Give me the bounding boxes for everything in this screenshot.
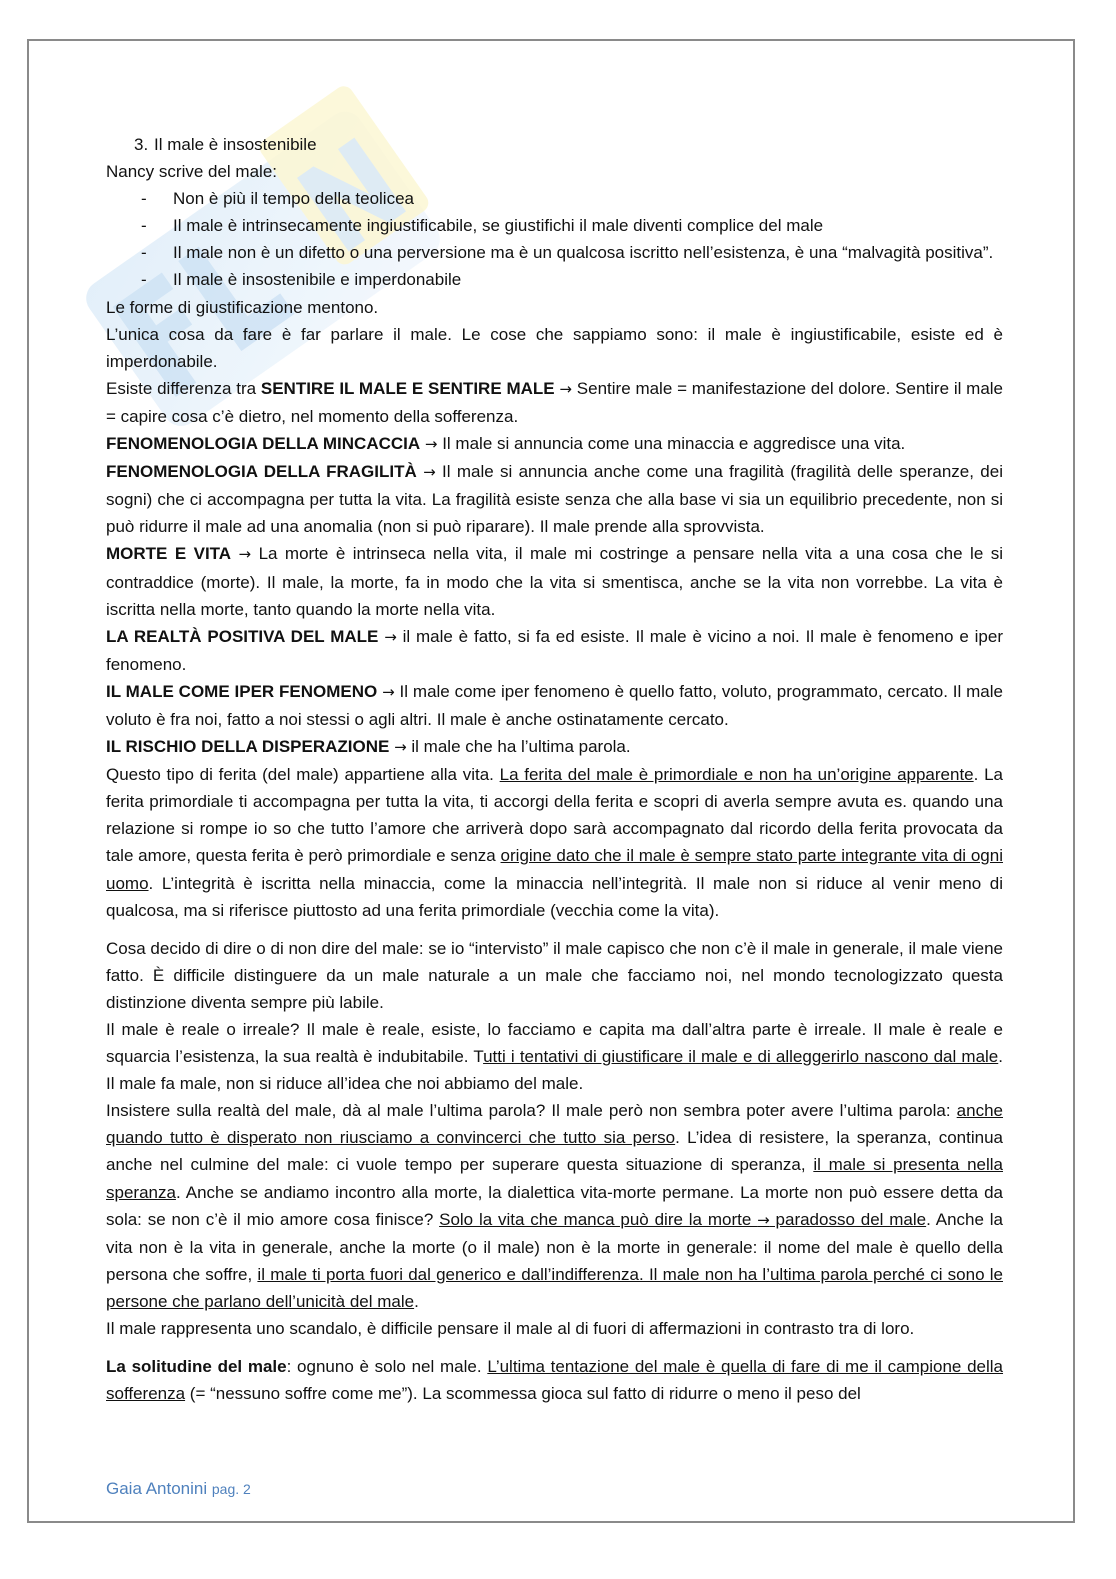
- paragraph: FENOMENOLOGIA DELLA MINCACCIA → Il male si annuncia come una minaccia e aggredisce una vita.: [106, 434, 906, 454]
- list-item: - Non è più il tempo della teolicea: [141, 189, 414, 209]
- arrow-right-icon: →: [382, 682, 395, 701]
- page-number: pag. 2: [211, 1481, 251, 1497]
- paragraph: Il male è reale o irreale? Il male è reale, esiste, lo facciamo e capita ma dall’altra parte è irreale. Il male è reale e squarcia l’esistenza, la sua realtà è indubitabile. Tutti i tentativi di giustificare il male e di alleggerirlo nascono dal male. Il male fa male, non si riduce all’idea che noi abbiamo del male.: [106, 1020, 1003, 1094]
- list-item: - Il male non è un difetto o una perversione ma è un qualcosa iscritto nell’esistenza, è una “malvagità positiva”.: [141, 243, 994, 263]
- paragraph: Esiste differenza tra SENTIRE IL MALE E SENTIRE MALE → Sentire male = manifestazione del dolore. Sentire il male = capire cosa c’è dietro, nel momento della sofferenza.: [106, 378, 1004, 426]
- author-name: Gaia Antonini: [106, 1479, 208, 1498]
- arrow-right-icon: →: [423, 463, 436, 482]
- section-heading: 3. Il male è insostenibile: [134, 135, 317, 154]
- arrow-right-icon: →: [238, 545, 252, 564]
- paragraph: Questo tipo di ferita (del male) appartiene alla vita. La ferita del male è primordiale e non ha un’origine apparente. La ferita primordiale ti accompagna per tutta la vita, ti accorgi della ferita e scopri di averla sempre avuta es. quando una relazione si rompe io so che tutto l’amore che arriverà dopo sarà accompagnato dal ricordo della ferita provocata da tale amore, questa ferita è però primordiale e senza origine dato che il male è sempre stato parte integrante vita di ogni uomo. L’integrità è iscritta nella minaccia, come la minaccia nell’integrità. Il male non si riduce al venir meno di qualcosa, ma si riferisce piuttosto ad una ferita primordiale (vecchia come la vita).: [106, 765, 1003, 920]
- arrow-right-icon: →: [384, 627, 397, 646]
- paragraph: LA REALTÀ POSITIVA DEL MALE → il male è fatto, si fa ed esiste. Il male è vicino a noi. Il male è fenomeno e iper fenomeno.: [106, 626, 1003, 674]
- paragraph: Cosa decido di dire o di non dire del male: se io “intervisto” il male capisco che non c’è il male in generale, il male viene fatto. È difficile distinguere da un male naturale a un male che facciamo noi, nel mondo tecnologizzato questa distinzione diventa sempre più labile.: [106, 938, 1003, 1012]
- paragraph: Insistere sulla realtà del male, dà al male l’ultima parola? Il male però non sembra poter avere l’ultima parola: anche quando tutto è disperato non riusciamo a convincerci che tutto sia perso. L’idea di resistere, la speranza, continua anche nel culmine del male: ci vuole tempo per superare questa situazione di speranza, il male si presenta nella speranza. Anche se andiamo incontro alla morte, la dialettica vita-morte permane. La morte non può essere detta da sola: se non c’è il mio amore cosa finisce? Solo la vita che manca può dire la morte → paradosso del male. Anche la vita non è la vita in generale, anche la morte (o il male) non è la morte in generale: il nome del male è quello della persona che soffre, il male ti porta fuori dal generico e dall’indifferenza. Il male non ha l’ultima parola perché ci sono le persone che parlano dell’unicità del male.: [106, 1101, 1004, 1311]
- page-footer: [106, 1479, 251, 1499]
- arrow-right-icon: →: [394, 738, 407, 757]
- arrow-right-icon: →: [757, 1210, 770, 1229]
- paragraph: FENOMENOLOGIA DELLA FRAGILITÀ → Il male si annuncia anche come una fragilità (fragilità delle speranze, dei sogni) che ci accompagna per tutta la vita. La fragilità esiste senza che alla base vi sia un equilibrio precedente, non si può ridurre il male ad una anomalia (non si può riparare). Il male prende alla sprovvista.: [106, 462, 1003, 537]
- paragraph: IL RISCHIO DELLA DISPERAZIONE → il male che ha l’ultima parola.: [106, 737, 631, 757]
- list-item: - Il male è intrinsecamente ingiustificabile, se giustifichi il male diventi complice del male: [141, 216, 824, 236]
- underlined-phrase: Solo la vita che manca può dire la morte → paradosso del male: [439, 1209, 927, 1229]
- bullet-list: [106, 185, 1003, 293]
- paragraph: MORTE E VITA → La morte è intrinseca nella vita, il male mi costringe a pensare nella vita a una cosa che le si contraddice (morte). Il male, la morte, fa in modo che la vita si smentisca, anche se la vita non vorrebbe. La vita è iscritta nella morte, tanto quando la morte nella vita.: [106, 544, 1003, 619]
- arrow-right-icon: →: [424, 435, 438, 454]
- document-body: [106, 131, 1003, 1407]
- intro-line: Nancy scrive del male:: [106, 162, 278, 182]
- paragraph: L’unica cosa da fare è far parlare il male. Le cose che sappiamo sono: il male è ingiustificabile, esiste ed è imperdonabile.: [106, 324, 1003, 371]
- paragraph: Il male rappresenta uno scandalo, è difficile pensare il male al di fuori di affermazioni in contrasto tra di loro.: [106, 1319, 915, 1339]
- paragraph: Le forme di giustificazione mentono.: [106, 297, 379, 317]
- list-item: - Il male è insostenibile e imperdonabile: [141, 270, 462, 290]
- paragraph: La solitudine del male: ognuno è solo nel male. L’ultima tentazione del male è quella di fare di me il campione della sofferenza (= “nessuno soffre come me”). La scommessa gioca sul fatto di ridurre o meno il peso del: [106, 1357, 1004, 1404]
- paragraph: IL MALE COME IPER FENOMENO → Il male come iper fenomeno è quello fatto, voluto, programmato, cercato. Il male voluto è fra noi, fatto a noi stessi o agli altri. Il male è anche ostinatamente cercato.: [106, 681, 1003, 729]
- arrow-right-icon: →: [559, 379, 572, 398]
